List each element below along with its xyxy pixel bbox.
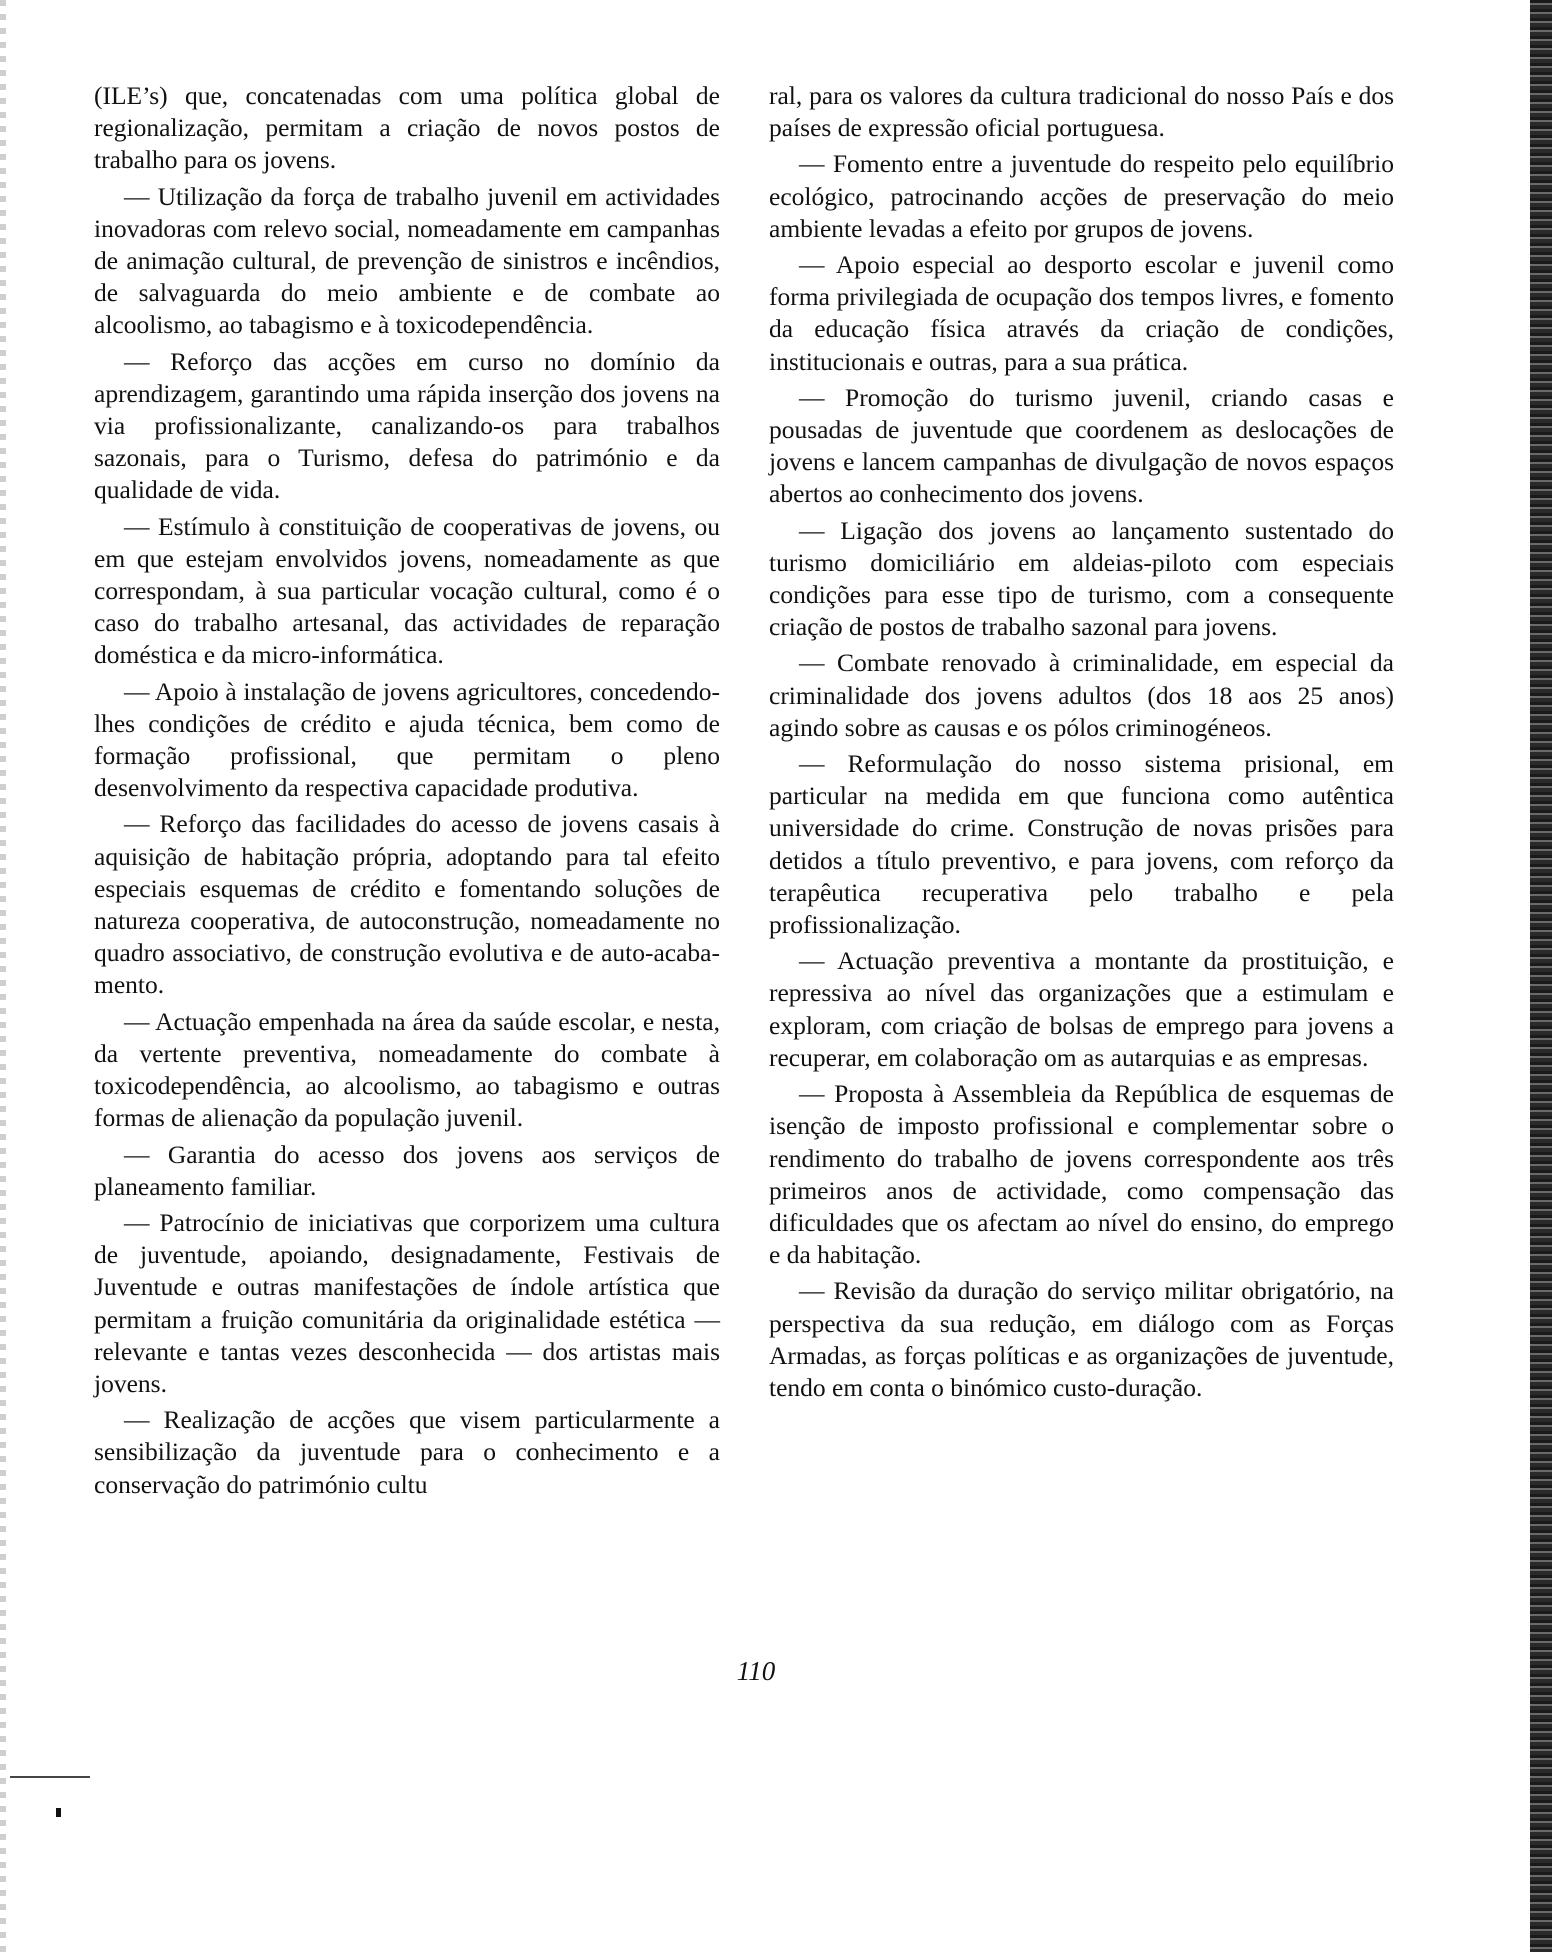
paragraph: — Estímulo à constituição de cooperativas de jovens, ou em que estejam envolvidos jovens, nomeadamente as que correspondam, à sua particular vocação cultural, como é o caso do trabalho artesanal, das actividades de reparação doméstica e da micro-informática.: [94, 511, 720, 670]
paragraph: — Actuação empenhada na área da saúde escolar, e nesta, da vertente preventiva, nomeadamente do combate à toxicodependência, ao alcoolismo, ao tabagismo e outras formas de alienação da população juvenil.: [94, 1006, 720, 1133]
paragraph: — Ligação dos jovens ao lançamento sustentado do turismo domiciliário em aldeias-piloto com especiais condições para esse tipo de turismo, com a consequente criação de postos de trabalho sazonal para jovens.: [769, 515, 1394, 642]
paragraph: — Apoio especial ao desporto escolar e juvenil como forma privilegiada de ocupação dos tempos livres, e fomento da educação física através da criação de condições, institucionais e outras, para a sua prática.: [769, 250, 1394, 376]
paragraph: — Utilização da força de trabalho juvenil em actividades inovadoras com relevo social, nomeadamente em campanhas de animação cultural, de prevenção de sinistros e incêndios, de salvaguarda do meio ambiente e de combate ao alcoolismo, ao tabagismo e à toxicodependência.: [94, 181, 720, 340]
scan-edge-left: [0, 0, 6, 1952]
left-column: [94, 80, 720, 1505]
right-column: [769, 80, 1394, 1408]
paragraph: — Proposta à Assembleia da República de esquemas de isenção de imposto profissional e complementar sobre o rendimento do trabalho de jovens correspondente aos três primeiros anos de actividade, como compensação das dificuldades que os afectam ao nível do ensino, do emprego e da habitação.: [769, 1079, 1394, 1270]
scan-mark: [10, 1776, 90, 1778]
paragraph: — Reforço das facilidades do acesso de jovens casais à aquisição de habitação própria, adoptando para tal efeito especiais esquemas de crédito e fomentando soluções de natureza cooperativa, de autoconstrução, nomeadamente no quadro associativo, de construção evolutiva e de auto-acabamento.: [94, 809, 720, 1000]
paragraph: — Revisão da duração do serviço militar obrigatório, na perspectiva da sua redução, em diálogo com as Forças Armadas, as forças políticas e as organizações de juventude, tendo em conta o binómico custo-duração.: [769, 1276, 1394, 1402]
paragraph: — Promoção do turismo juvenil, criando casas e pousadas de juventude que coordenem as deslocações de jovens e lancem campanhas de divulgação de novos espaços abertos ao conhecimento dos jovens.: [769, 382, 1394, 509]
paragraph: — Combate renovado à criminalidade, em especial da criminalidade dos jovens adultos (dos 18 aos 25 anos) agindo sobre as causas e os pólos criminogéneos.: [769, 648, 1394, 742]
paragraph: — Garantia do acesso dos jovens aos serviços de planeamento familiar.: [94, 1139, 720, 1201]
paragraph: — Fomento entre a juventude do respeito pelo equilíbrio ecológico, patrocinando acções de preservação do meio ambiente levadas a efeito por grupos de jovens.: [769, 149, 1394, 243]
paragraph: — Patrocínio de iniciativas que corporizem uma cultura de juventude, apoiando, designadamente, Festivais de Juventude e outras manifestações de índole artística que permitam a fruição comunitária da originalidade estética — relevante e tantas vezes desconhecida — dos artistas mais jovens.: [94, 1207, 720, 1398]
page-number: 110: [736, 1656, 776, 1686]
paragraph: — Reformulação do nosso sistema prisional, em particular na medida em que funciona como autêntica universidade do crime. Construção de novas prisões para detidos a título preventivo, e para jovens, com reforço da terapêutica recuperativa pelo trabalho e pela profissionalização.: [769, 749, 1394, 940]
paragraph: — Actuação preventiva a montante da prostituição, e repressiva ao nível das organizações que a estimulam e exploram, com criação de bolsas de emprego para jovens a recuperar, em colaboração om as autarquias e as empresas.: [769, 946, 1394, 1072]
scan-dot: [56, 1808, 61, 1817]
paragraph: (ILE’s) que, concatenadas com uma política global de regionalização, permitam a criação de novos postos de trabalho para os jovens.: [94, 81, 720, 175]
scan-edge-right: [1530, 0, 1552, 1952]
paragraph: — Realização de acções que visem particularmente a sensibilização da juventude para o conhecimento e a conservação do património cultu: [94, 1405, 720, 1499]
paragraph: ral, para os valores da cultura tradicional do nosso País e dos países de expressão oficial portuguesa.: [769, 81, 1394, 143]
paragraph: — Reforço das acções em curso no domínio da aprendizagem, garantindo uma rápida inserção dos jovens na via profissionalizante, canalizando-os para trabalhos sazonais, para o Turismo, defesa do património e da qualidade de vida.: [94, 346, 720, 505]
paragraph: — Apoio à instalação de jovens agricultores, concedendo-lhes condições de crédito e ajuda técnica, bem como de formação profissional, que permitam o pleno desenvolvimento da respectiva capacidade produtiva.: [94, 676, 720, 803]
